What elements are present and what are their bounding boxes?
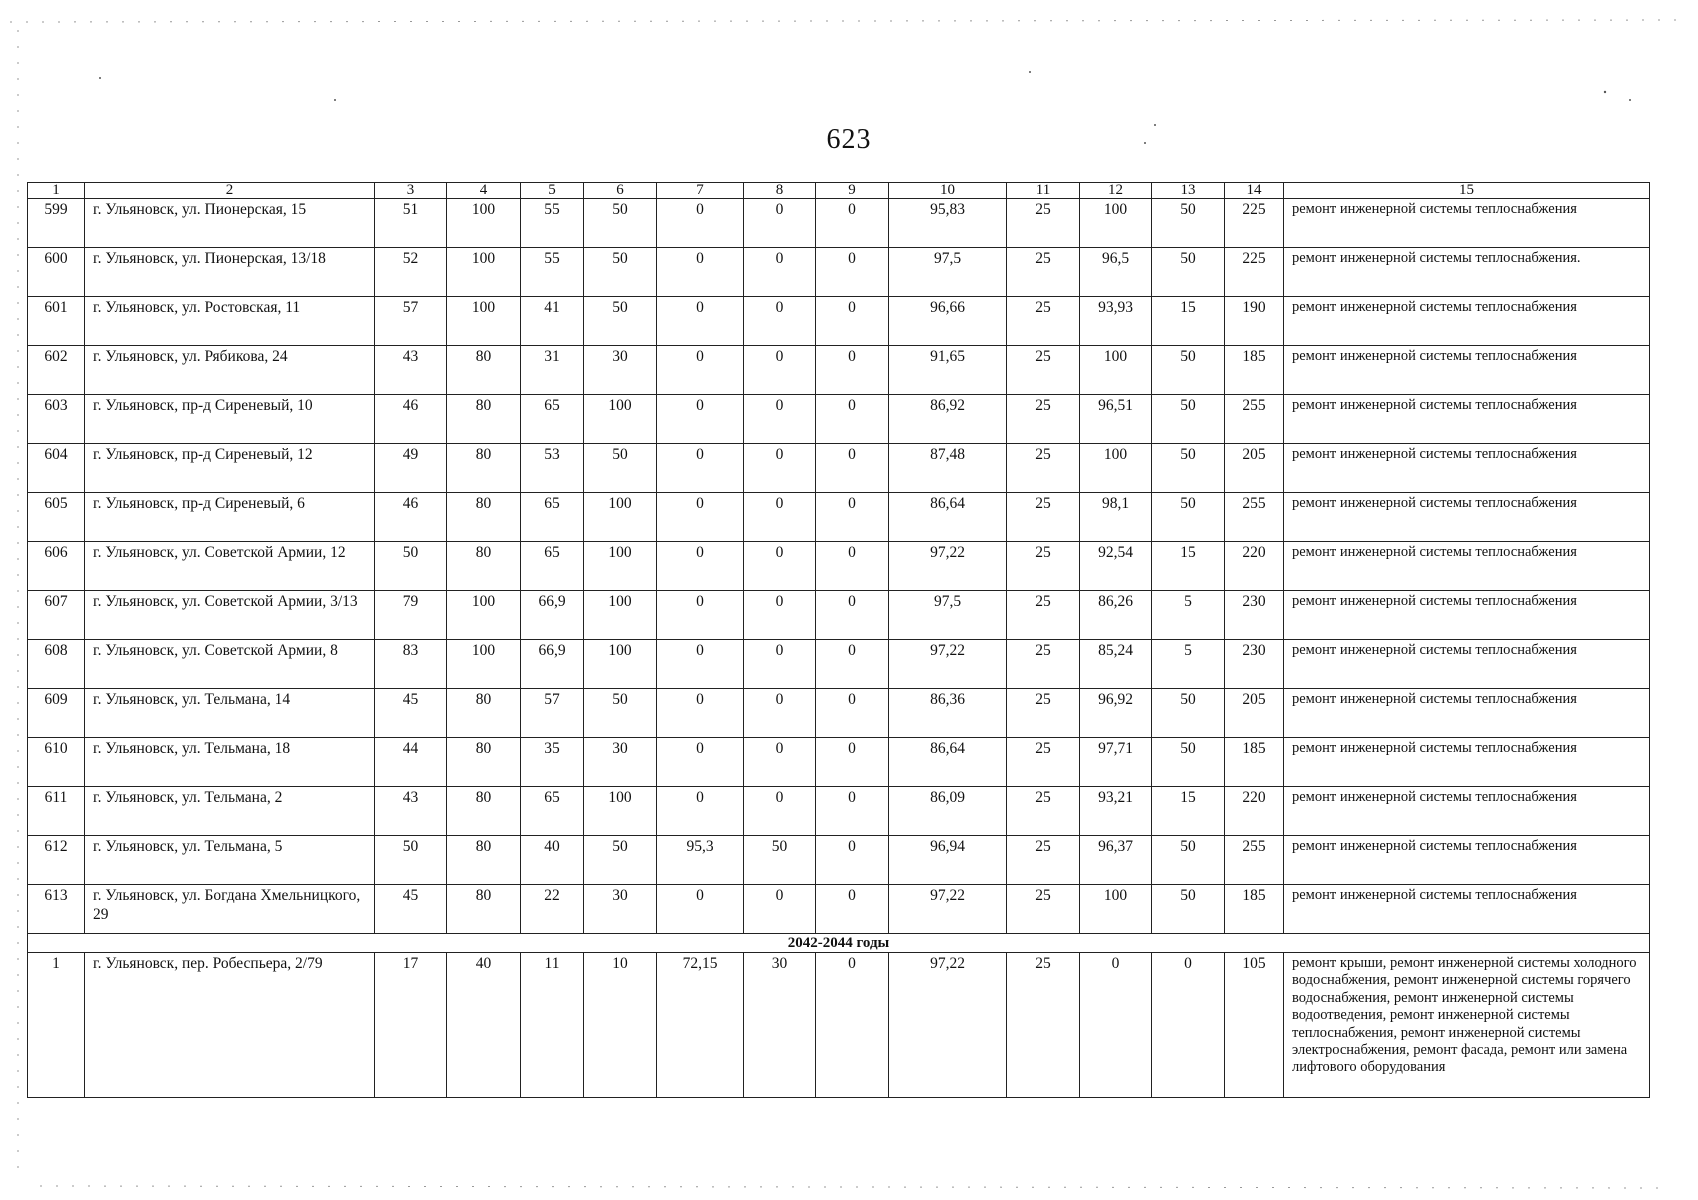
value-cell: 0 [744,885,816,934]
address-cell: г. Ульяновск, пр-д Сиреневый, 6 [85,493,375,542]
value-cell: 80 [447,444,521,493]
value-cell: 50 [584,444,657,493]
work-type-cell: ремонт инженерной системы теплоснабжения [1284,738,1650,787]
value-cell: 97,71 [1080,738,1152,787]
address-cell: г. Ульяновск, ул. Пионерская, 13/18 [85,248,375,297]
value-cell: 0 [816,542,889,591]
value-cell: 25 [1007,640,1080,689]
address-cell: г. Ульяновск, ул. Советской Армии, 8 [85,640,375,689]
value-cell: 0 [816,689,889,738]
address-cell: г. Ульяновск, пр-д Сиреневый, 12 [85,444,375,493]
col-header: 13 [1152,183,1225,199]
value-cell: 80 [447,885,521,934]
work-type-cell: ремонт инженерной системы теплоснабжения [1284,640,1650,689]
value-cell: 100 [1080,885,1152,934]
value-cell: 52 [375,248,447,297]
value-cell: 86,26 [1080,591,1152,640]
value-cell: 100 [584,395,657,444]
value-cell: 0 [744,444,816,493]
value-cell: 25 [1007,395,1080,444]
value-cell: 97,22 [889,885,1007,934]
value-cell: 46 [375,395,447,444]
work-type-cell: ремонт инженерной системы теплоснабжения [1284,199,1650,248]
value-cell: 97,22 [889,953,1007,1098]
value-cell: 225 [1225,248,1284,297]
value-cell: 98,1 [1080,493,1152,542]
value-cell: 225 [1225,199,1284,248]
value-cell: 15 [1152,787,1225,836]
value-cell: 22 [521,885,584,934]
value-cell: 86,36 [889,689,1007,738]
value-cell: 0 [657,493,744,542]
table-row [28,689,1650,738]
address-cell: г. Ульяновск, ул. Рябикова, 24 [85,346,375,395]
value-cell: 30 [584,885,657,934]
value-cell: 97,5 [889,591,1007,640]
table-body [28,199,1650,1098]
value-cell: 96,92 [1080,689,1152,738]
value-cell: 91,65 [889,346,1007,395]
row-number-cell: 609 [28,689,85,738]
value-cell: 30 [584,738,657,787]
value-cell: 0 [816,640,889,689]
value-cell: 25 [1007,787,1080,836]
row-number-cell: 606 [28,542,85,591]
value-cell: 93,21 [1080,787,1152,836]
value-cell: 5 [1152,591,1225,640]
value-cell: 255 [1225,836,1284,885]
value-cell: 0 [657,297,744,346]
value-cell: 0 [816,591,889,640]
value-cell: 96,66 [889,297,1007,346]
col-header: 4 [447,183,521,199]
value-cell: 220 [1225,787,1284,836]
value-cell: 50 [1152,493,1225,542]
value-cell: 55 [521,199,584,248]
value-cell: 100 [447,297,521,346]
row-number-cell: 604 [28,444,85,493]
row-number-cell: 607 [28,591,85,640]
value-cell: 86,92 [889,395,1007,444]
value-cell: 0 [816,346,889,395]
value-cell: 0 [816,199,889,248]
address-cell: г. Ульяновск, пр-д Сиреневый, 10 [85,395,375,444]
table-row [28,542,1650,591]
value-cell: 25 [1007,738,1080,787]
col-header: 9 [816,183,889,199]
value-cell: 0 [816,248,889,297]
value-cell: 105 [1225,953,1284,1098]
value-cell: 185 [1225,738,1284,787]
value-cell: 96,94 [889,836,1007,885]
value-cell: 25 [1007,542,1080,591]
value-cell: 0 [657,199,744,248]
table-row [28,493,1650,542]
col-header: 10 [889,183,1007,199]
address-cell: г. Ульяновск, ул. Ростовская, 11 [85,297,375,346]
value-cell: 190 [1225,297,1284,346]
work-type-cell: ремонт инженерной системы теплоснабжения [1284,395,1650,444]
value-cell: 0 [816,787,889,836]
value-cell: 100 [447,199,521,248]
value-cell: 96,5 [1080,248,1152,297]
value-cell: 96,37 [1080,836,1152,885]
value-cell: 50 [1152,738,1225,787]
value-cell: 80 [447,493,521,542]
value-cell: 100 [1080,444,1152,493]
value-cell: 97,22 [889,542,1007,591]
row-number-cell: 608 [28,640,85,689]
value-cell: 100 [584,787,657,836]
table-row [28,836,1650,885]
value-cell: 0 [816,836,889,885]
value-cell: 50 [1152,444,1225,493]
page-number: 623 [826,124,872,155]
work-type-cell: ремонт инженерной системы теплоснабжения [1284,493,1650,542]
value-cell: 46 [375,493,447,542]
col-header: 11 [1007,183,1080,199]
value-cell: 86,64 [889,738,1007,787]
value-cell: 0 [657,444,744,493]
value-cell: 0 [744,493,816,542]
value-cell: 0 [816,953,889,1098]
col-header: 12 [1080,183,1152,199]
value-cell: 0 [744,542,816,591]
value-cell: 100 [447,640,521,689]
value-cell: 66,9 [521,640,584,689]
section-title: 2042-2044 годы [28,934,1650,953]
table-row [28,640,1650,689]
value-cell: 83 [375,640,447,689]
value-cell: 25 [1007,953,1080,1098]
value-cell: 25 [1007,493,1080,542]
value-cell: 65 [521,395,584,444]
value-cell: 15 [1152,297,1225,346]
value-cell: 95,3 [657,836,744,885]
value-cell: 25 [1007,297,1080,346]
value-cell: 50 [1152,395,1225,444]
value-cell: 0 [744,297,816,346]
value-cell: 92,54 [1080,542,1152,591]
value-cell: 87,48 [889,444,1007,493]
value-cell: 0 [816,395,889,444]
table-row [28,885,1650,934]
value-cell: 50 [1152,885,1225,934]
value-cell: 49 [375,444,447,493]
value-cell: 50 [584,689,657,738]
value-cell: 0 [816,444,889,493]
value-cell: 97,22 [889,640,1007,689]
work-type-cell: ремонт инженерной системы теплоснабжения. [1284,248,1650,297]
value-cell: 30 [584,346,657,395]
value-cell: 86,09 [889,787,1007,836]
value-cell: 50 [1152,346,1225,395]
value-cell: 0 [816,493,889,542]
address-cell: г. Ульяновск, ул. Тельмана, 2 [85,787,375,836]
value-cell: 100 [447,591,521,640]
work-type-cell: ремонт инженерной системы теплоснабжения [1284,591,1650,640]
col-header: 3 [375,183,447,199]
value-cell: 100 [584,542,657,591]
value-cell: 0 [657,640,744,689]
value-cell: 50 [375,836,447,885]
value-cell: 53 [521,444,584,493]
col-header: 14 [1225,183,1284,199]
row-number-cell: 612 [28,836,85,885]
value-cell: 50 [584,199,657,248]
value-cell: 0 [744,787,816,836]
work-type-cell: ремонт инженерной системы теплоснабжения [1284,787,1650,836]
value-cell: 0 [657,591,744,640]
table-row [28,248,1650,297]
value-cell: 0 [657,542,744,591]
value-cell: 57 [375,297,447,346]
work-type-cell: ремонт крыши, ремонт инженерной системы холодного водоснабжения, ремонт инженерной системы горячего водоснабжения, ремонт инженерной системы водоотведения, ремонт инженерной системы теплоснабжения, ремонт инженерной системы электроснабжения, ремонт фасада, ремонт или замена лифтового оборудования [1284,953,1650,1098]
column-header-row [28,183,1650,199]
value-cell: 11 [521,953,584,1098]
value-cell: 0 [744,738,816,787]
row-number-cell: 602 [28,346,85,395]
row-number-cell: 603 [28,395,85,444]
value-cell: 50 [1152,199,1225,248]
value-cell: 45 [375,885,447,934]
value-cell: 100 [1080,346,1152,395]
row-number-cell: 601 [28,297,85,346]
value-cell: 230 [1225,591,1284,640]
value-cell: 100 [584,591,657,640]
value-cell: 10 [584,953,657,1098]
work-type-cell: ремонт инженерной системы теплоснабжения [1284,542,1650,591]
value-cell: 220 [1225,542,1284,591]
address-cell: г. Ульяновск, ул. Тельмана, 14 [85,689,375,738]
value-cell: 0 [1152,953,1225,1098]
value-cell: 65 [521,542,584,591]
section-header-row [28,934,1650,953]
value-cell: 80 [447,542,521,591]
value-cell: 80 [447,689,521,738]
value-cell: 0 [657,346,744,395]
table-row [28,953,1650,1098]
value-cell: 0 [657,689,744,738]
value-cell: 100 [584,640,657,689]
value-cell: 205 [1225,689,1284,738]
value-cell: 97,5 [889,248,1007,297]
value-cell: 17 [375,953,447,1098]
row-number-cell: 605 [28,493,85,542]
value-cell: 35 [521,738,584,787]
table-row [28,297,1650,346]
value-cell: 25 [1007,346,1080,395]
value-cell: 50 [584,297,657,346]
value-cell: 45 [375,689,447,738]
row-number-cell: 613 [28,885,85,934]
table-row [28,346,1650,395]
table-row [28,787,1650,836]
address-cell: г. Ульяновск, ул. Советской Армии, 12 [85,542,375,591]
value-cell: 50 [744,836,816,885]
row-number-cell: 1 [28,953,85,1098]
value-cell: 25 [1007,689,1080,738]
col-header: 6 [584,183,657,199]
value-cell: 0 [744,689,816,738]
value-cell: 30 [744,953,816,1098]
value-cell: 40 [521,836,584,885]
value-cell: 25 [1007,591,1080,640]
value-cell: 50 [375,542,447,591]
row-number-cell: 611 [28,787,85,836]
value-cell: 80 [447,738,521,787]
col-header: 15 [1284,183,1650,199]
value-cell: 185 [1225,885,1284,934]
row-number-cell: 599 [28,199,85,248]
value-cell: 57 [521,689,584,738]
value-cell: 230 [1225,640,1284,689]
value-cell: 0 [657,885,744,934]
value-cell: 96,51 [1080,395,1152,444]
work-type-cell: ремонт инженерной системы теплоснабжения [1284,885,1650,934]
address-cell: г. Ульяновск, ул. Богдана Хмельницкого, 29 [85,885,375,934]
col-header: 5 [521,183,584,199]
value-cell: 0 [816,297,889,346]
value-cell: 0 [816,738,889,787]
value-cell: 80 [447,836,521,885]
row-number-cell: 610 [28,738,85,787]
value-cell: 85,24 [1080,640,1152,689]
work-type-cell: ремонт инженерной системы теплоснабжения [1284,836,1650,885]
value-cell: 25 [1007,885,1080,934]
value-cell: 65 [521,493,584,542]
table-row [28,199,1650,248]
registry-table [27,182,1650,1098]
value-cell: 0 [744,640,816,689]
value-cell: 25 [1007,444,1080,493]
address-cell: г. Ульяновск, ул. Тельмана, 5 [85,836,375,885]
value-cell: 0 [816,885,889,934]
address-cell: г. Ульяновск, пер. Робеспьера, 2/79 [85,953,375,1098]
value-cell: 86,64 [889,493,1007,542]
value-cell: 51 [375,199,447,248]
value-cell: 79 [375,591,447,640]
value-cell: 80 [447,346,521,395]
work-type-cell: ремонт инженерной системы теплоснабжения [1284,444,1650,493]
address-cell: г. Ульяновск, ул. Пионерская, 15 [85,199,375,248]
table-row [28,738,1650,787]
value-cell: 100 [447,248,521,297]
value-cell: 50 [584,836,657,885]
col-header: 2 [85,183,375,199]
col-header: 1 [28,183,85,199]
address-cell: г. Ульяновск, ул. Тельмана, 18 [85,738,375,787]
value-cell: 0 [744,248,816,297]
value-cell: 31 [521,346,584,395]
value-cell: 100 [584,493,657,542]
value-cell: 66,9 [521,591,584,640]
value-cell: 0 [744,346,816,395]
value-cell: 0 [744,591,816,640]
col-header: 7 [657,183,744,199]
value-cell: 25 [1007,248,1080,297]
value-cell: 50 [1152,836,1225,885]
value-cell: 25 [1007,836,1080,885]
value-cell: 55 [521,248,584,297]
value-cell: 50 [584,248,657,297]
col-header: 8 [744,183,816,199]
value-cell: 41 [521,297,584,346]
value-cell: 0 [744,395,816,444]
value-cell: 50 [1152,689,1225,738]
value-cell: 185 [1225,346,1284,395]
value-cell: 93,93 [1080,297,1152,346]
value-cell: 0 [1080,953,1152,1098]
value-cell: 15 [1152,542,1225,591]
value-cell: 0 [744,199,816,248]
value-cell: 0 [657,738,744,787]
value-cell: 255 [1225,395,1284,444]
value-cell: 72,15 [657,953,744,1098]
table-row [28,444,1650,493]
value-cell: 0 [657,248,744,297]
value-cell: 43 [375,346,447,395]
value-cell: 95,83 [889,199,1007,248]
value-cell: 43 [375,787,447,836]
value-cell: 100 [1080,199,1152,248]
value-cell: 65 [521,787,584,836]
value-cell: 255 [1225,493,1284,542]
work-type-cell: ремонт инженерной системы теплоснабжения [1284,689,1650,738]
table-row [28,395,1650,444]
value-cell: 50 [1152,248,1225,297]
value-cell: 0 [657,395,744,444]
value-cell: 40 [447,953,521,1098]
value-cell: 25 [1007,199,1080,248]
value-cell: 5 [1152,640,1225,689]
value-cell: 80 [447,395,521,444]
value-cell: 44 [375,738,447,787]
value-cell: 205 [1225,444,1284,493]
row-number-cell: 600 [28,248,85,297]
address-cell: г. Ульяновск, ул. Советской Армии, 3/13 [85,591,375,640]
value-cell: 80 [447,787,521,836]
table-row [28,591,1650,640]
work-type-cell: ремонт инженерной системы теплоснабжения [1284,297,1650,346]
value-cell: 0 [657,787,744,836]
work-type-cell: ремонт инженерной системы теплоснабжения [1284,346,1650,395]
